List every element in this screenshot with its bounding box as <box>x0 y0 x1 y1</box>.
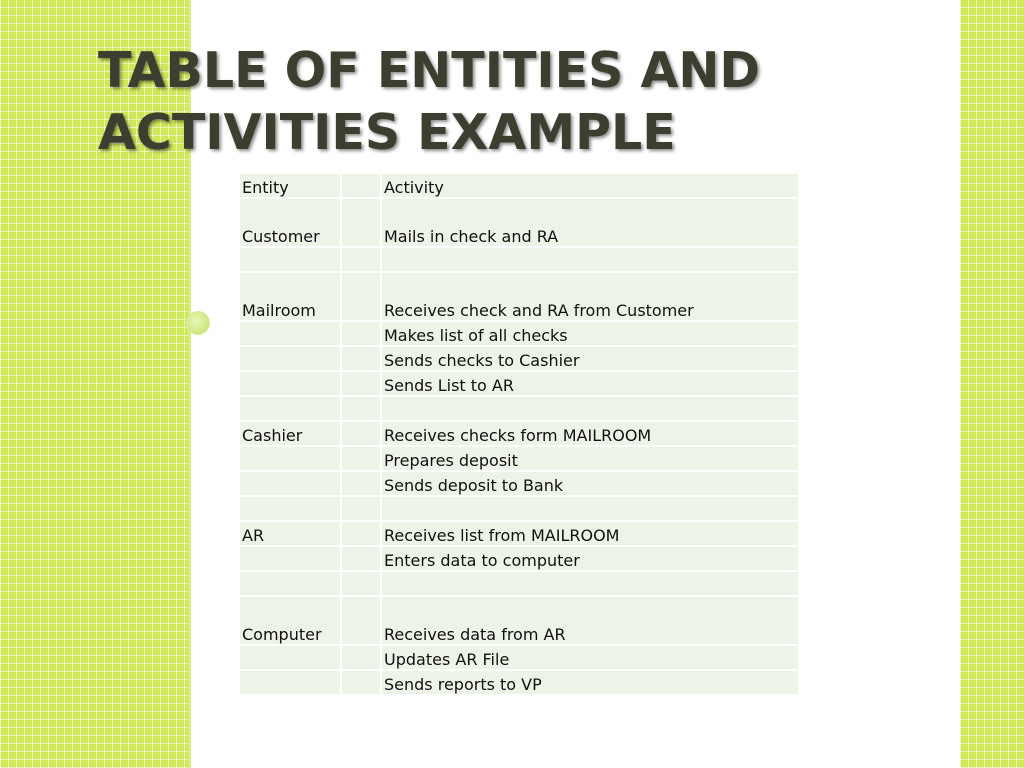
table-row <box>240 322 798 345</box>
table-header-row <box>240 174 798 197</box>
table-row <box>240 472 798 495</box>
activity-cell <box>382 248 798 271</box>
header-entity: Entity <box>240 174 340 197</box>
spacer-cell <box>342 597 380 644</box>
spacer-cell <box>342 248 380 271</box>
activity-cell <box>382 572 798 595</box>
entity-cell <box>240 671 340 694</box>
spacer-cell <box>342 397 380 420</box>
table-row <box>240 447 798 470</box>
entity-cell <box>240 248 340 271</box>
activity-cell: Receives data from AR <box>382 597 798 644</box>
table-row <box>240 547 798 570</box>
entity-cell <box>240 497 340 520</box>
slide-title: TABLE OF ENTITIES AND ACTIVITIES EXAMPLE <box>98 42 761 161</box>
spacer-cell <box>342 273 380 320</box>
activity-cell: Enters data to computer <box>382 547 798 570</box>
right-decorative-stripe <box>960 0 1024 768</box>
entity-cell <box>240 372 340 395</box>
activity-cell <box>382 397 798 420</box>
spacer-cell <box>342 447 380 470</box>
spacer-cell <box>342 322 380 345</box>
entity-cell <box>240 547 340 570</box>
entity-cell: Computer <box>240 597 340 644</box>
spacer-cell <box>342 422 380 445</box>
table-row <box>240 199 798 246</box>
table-row <box>240 497 798 520</box>
spacer-cell <box>342 497 380 520</box>
entities-activities-table <box>238 172 800 696</box>
spacer-cell <box>342 572 380 595</box>
activity-cell: Receives check and RA from Customer <box>382 273 798 320</box>
activity-cell: Sends List to AR <box>382 372 798 395</box>
table-row <box>240 347 798 370</box>
activity-cell: Receives list from MAILROOM <box>382 522 798 545</box>
spacer-cell <box>342 547 380 570</box>
activity-cell: Updates AR File <box>382 646 798 669</box>
entity-cell <box>240 447 340 470</box>
activity-cell: Sends checks to Cashier <box>382 347 798 370</box>
table-body <box>240 174 798 694</box>
activity-cell: Sends reports to VP <box>382 671 798 694</box>
activity-cell: Receives checks form MAILROOM <box>382 422 798 445</box>
spacer-cell <box>342 472 380 495</box>
entity-cell <box>240 397 340 420</box>
table-row <box>240 646 798 669</box>
entity-cell <box>240 646 340 669</box>
table-row <box>240 522 798 545</box>
table-row <box>240 372 798 395</box>
entity-cell <box>240 322 340 345</box>
spacer-cell <box>342 372 380 395</box>
entity-cell <box>240 572 340 595</box>
spacer-cell <box>342 522 380 545</box>
entity-cell: Mailroom <box>240 273 340 320</box>
entity-cell <box>240 472 340 495</box>
table-row <box>240 397 798 420</box>
table-row <box>240 572 798 595</box>
table-row <box>240 248 798 271</box>
activity-cell <box>382 497 798 520</box>
activity-cell: Prepares deposit <box>382 447 798 470</box>
table-row <box>240 671 798 694</box>
activity-cell: Makes list of all checks <box>382 322 798 345</box>
table-row <box>240 597 798 644</box>
header-activity: Activity <box>382 174 798 197</box>
spacer-cell <box>342 646 380 669</box>
spacer-cell <box>342 671 380 694</box>
table-row <box>240 422 798 445</box>
activity-cell: Mails in check and RA <box>382 199 798 246</box>
spacer-cell <box>342 174 380 197</box>
spacer-cell <box>342 199 380 246</box>
activity-cell: Sends deposit to Bank <box>382 472 798 495</box>
entity-cell: Customer <box>240 199 340 246</box>
decorative-dot <box>186 311 210 335</box>
spacer-cell <box>342 347 380 370</box>
entity-cell: Cashier <box>240 422 340 445</box>
entity-cell: AR <box>240 522 340 545</box>
entity-cell <box>240 347 340 370</box>
table-row <box>240 273 798 320</box>
